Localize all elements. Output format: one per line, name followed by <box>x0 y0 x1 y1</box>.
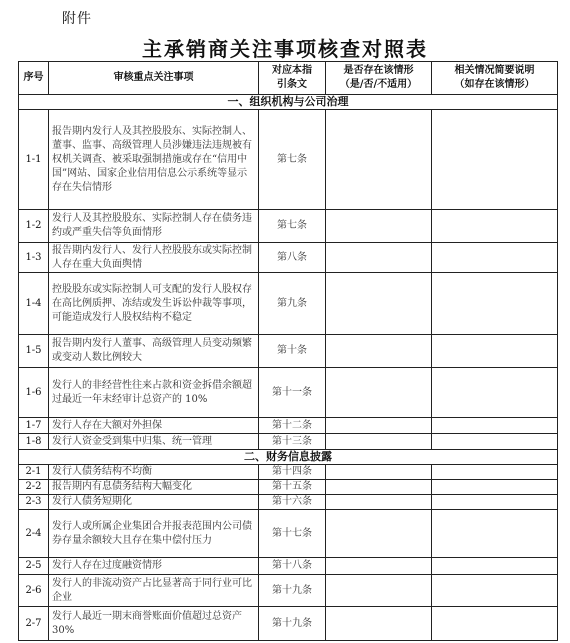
table-header-row <box>19 62 558 95</box>
row-desc-cell[interactable] <box>432 418 558 434</box>
row-number: 1-6 <box>19 368 49 418</box>
row-yesno-cell[interactable] <box>326 110 432 210</box>
table-row <box>19 335 558 368</box>
row-number: 1-3 <box>19 243 49 273</box>
section-row <box>19 450 558 465</box>
row-item-text: 发行人资金受到集中归集、统一管理 <box>49 434 259 450</box>
col-header-no: 序号 <box>19 62 49 95</box>
row-item-text: 发行人存在过度融资情形 <box>49 558 259 575</box>
row-yesno-cell[interactable] <box>326 480 432 495</box>
row-desc-cell[interactable] <box>432 335 558 368</box>
col-header-desc: 相关情况简要说明 （如存在该情形） <box>432 62 558 95</box>
annex-label: 附件 <box>62 11 92 27</box>
row-item-text: 发行人存在大额对外担保 <box>49 418 259 434</box>
col-header-item: 审核重点关注事项 <box>49 62 259 95</box>
table-row <box>19 273 558 335</box>
row-desc-cell[interactable] <box>432 495 558 510</box>
row-article: 第十五条 <box>259 480 326 495</box>
row-number: 2-7 <box>19 607 49 641</box>
row-number: 2-2 <box>19 480 49 495</box>
row-article: 第十四条 <box>259 465 326 480</box>
row-desc-cell[interactable] <box>432 558 558 575</box>
row-item-text: 发行人最近一期末商誉账面价值超过总资产 30% <box>49 607 259 641</box>
row-desc-cell[interactable] <box>432 510 558 558</box>
row-item-text: 发行人的非经营性往来占款和资金拆借余额超过最近一年末经审计总资产的 10% <box>49 368 259 418</box>
col-header-article: 对应本指 引条文 <box>259 62 326 95</box>
row-yesno-cell[interactable] <box>326 575 432 607</box>
table-row <box>19 495 558 510</box>
row-article: 第十七条 <box>259 510 326 558</box>
row-article: 第十八条 <box>259 558 326 575</box>
row-number: 2-6 <box>19 575 49 607</box>
row-article: 第十二条 <box>259 418 326 434</box>
row-yesno-cell[interactable] <box>326 368 432 418</box>
row-number: 1-8 <box>19 434 49 450</box>
row-desc-cell[interactable] <box>432 465 558 480</box>
table-row <box>19 110 558 210</box>
row-number: 2-5 <box>19 558 49 575</box>
row-number: 1-5 <box>19 335 49 368</box>
row-yesno-cell[interactable] <box>326 434 432 450</box>
section-row <box>19 95 558 110</box>
row-number: 1-1 <box>19 110 49 210</box>
row-yesno-cell[interactable] <box>326 495 432 510</box>
page-title: 主承销商关注事项核查对照表 <box>142 37 428 61</box>
row-desc-cell[interactable] <box>432 434 558 450</box>
row-article: 第七条 <box>259 210 326 243</box>
row-yesno-cell[interactable] <box>326 210 432 243</box>
row-article: 第十一条 <box>259 368 326 418</box>
table-row <box>19 210 558 243</box>
row-yesno-cell[interactable] <box>326 335 432 368</box>
row-desc-cell[interactable] <box>432 273 558 335</box>
row-item-text: 报告期内发行人、发行人控股股东或实际控制人存在重大负面舆情 <box>49 243 259 273</box>
row-desc-cell[interactable] <box>432 368 558 418</box>
checklist-table <box>18 61 558 641</box>
row-number: 1-2 <box>19 210 49 243</box>
row-desc-cell[interactable] <box>432 210 558 243</box>
row-yesno-cell[interactable] <box>326 418 432 434</box>
row-desc-cell[interactable] <box>432 607 558 641</box>
row-yesno-cell[interactable] <box>326 465 432 480</box>
row-article: 第十九条 <box>259 575 326 607</box>
row-number: 2-4 <box>19 510 49 558</box>
row-desc-cell[interactable] <box>432 243 558 273</box>
row-number: 2-1 <box>19 465 49 480</box>
table-row <box>19 434 558 450</box>
row-item-text: 报告期内有息债务结构大幅变化 <box>49 480 259 495</box>
table-row <box>19 510 558 558</box>
row-item-text: 发行人的非流动资产占比显著高于同行业可比企业 <box>49 575 259 607</box>
section-title: 二、财务信息披露 <box>19 450 558 465</box>
row-article: 第十条 <box>259 335 326 368</box>
row-item-text: 发行人或所属企业集团合并报表范围内公司债券存量余额较大且存在集中偿付压力 <box>49 510 259 558</box>
row-item-text: 发行人债务结构不均衡 <box>49 465 259 480</box>
table-row <box>19 480 558 495</box>
table-row <box>19 418 558 434</box>
row-article: 第十九条 <box>259 607 326 641</box>
row-article: 第十六条 <box>259 495 326 510</box>
row-item-text: 发行人债务短期化 <box>49 495 259 510</box>
row-yesno-cell[interactable] <box>326 243 432 273</box>
row-yesno-cell[interactable] <box>326 273 432 335</box>
row-number: 1-7 <box>19 418 49 434</box>
table-row <box>19 575 558 607</box>
table-row <box>19 243 558 273</box>
row-item-text: 报告期内发行人及其控股股东、实际控制人、董事、监事、高级管理人员涉嫌违法违规被有权机关调查、被采取强制措施或存在“信用中国”网站、国家企业信用信息公示系统等显示存在失信情形 <box>49 110 259 210</box>
table-row <box>19 368 558 418</box>
row-yesno-cell[interactable] <box>326 558 432 575</box>
row-desc-cell[interactable] <box>432 110 558 210</box>
row-item-text: 发行人及其控股股东、实际控制人存在债务违约或严重失信等负面情形 <box>49 210 259 243</box>
row-item-text: 控股股东或实际控制人可支配的发行人股权存在高比例质押、冻结或发生诉讼仲裁等事项，可能造成发行人股权结构不稳定 <box>49 273 259 335</box>
table-row <box>19 607 558 641</box>
row-article: 第七条 <box>259 110 326 210</box>
table-row <box>19 465 558 480</box>
row-desc-cell[interactable] <box>432 575 558 607</box>
row-article: 第十三条 <box>259 434 326 450</box>
section-title: 一、组织机构与公司治理 <box>19 95 558 110</box>
table-row <box>19 558 558 575</box>
row-yesno-cell[interactable] <box>326 607 432 641</box>
row-item-text: 报告期内发行人董事、高级管理人员变动频繁或变动人数比例较大 <box>49 335 259 368</box>
row-article: 第九条 <box>259 273 326 335</box>
col-header-yesno: 是否存在该情形 （是/否/不适用） <box>326 62 432 95</box>
row-article: 第八条 <box>259 243 326 273</box>
row-number: 2-3 <box>19 495 49 510</box>
row-number: 1-4 <box>19 273 49 335</box>
row-desc-cell[interactable] <box>432 480 558 495</box>
row-yesno-cell[interactable] <box>326 510 432 558</box>
